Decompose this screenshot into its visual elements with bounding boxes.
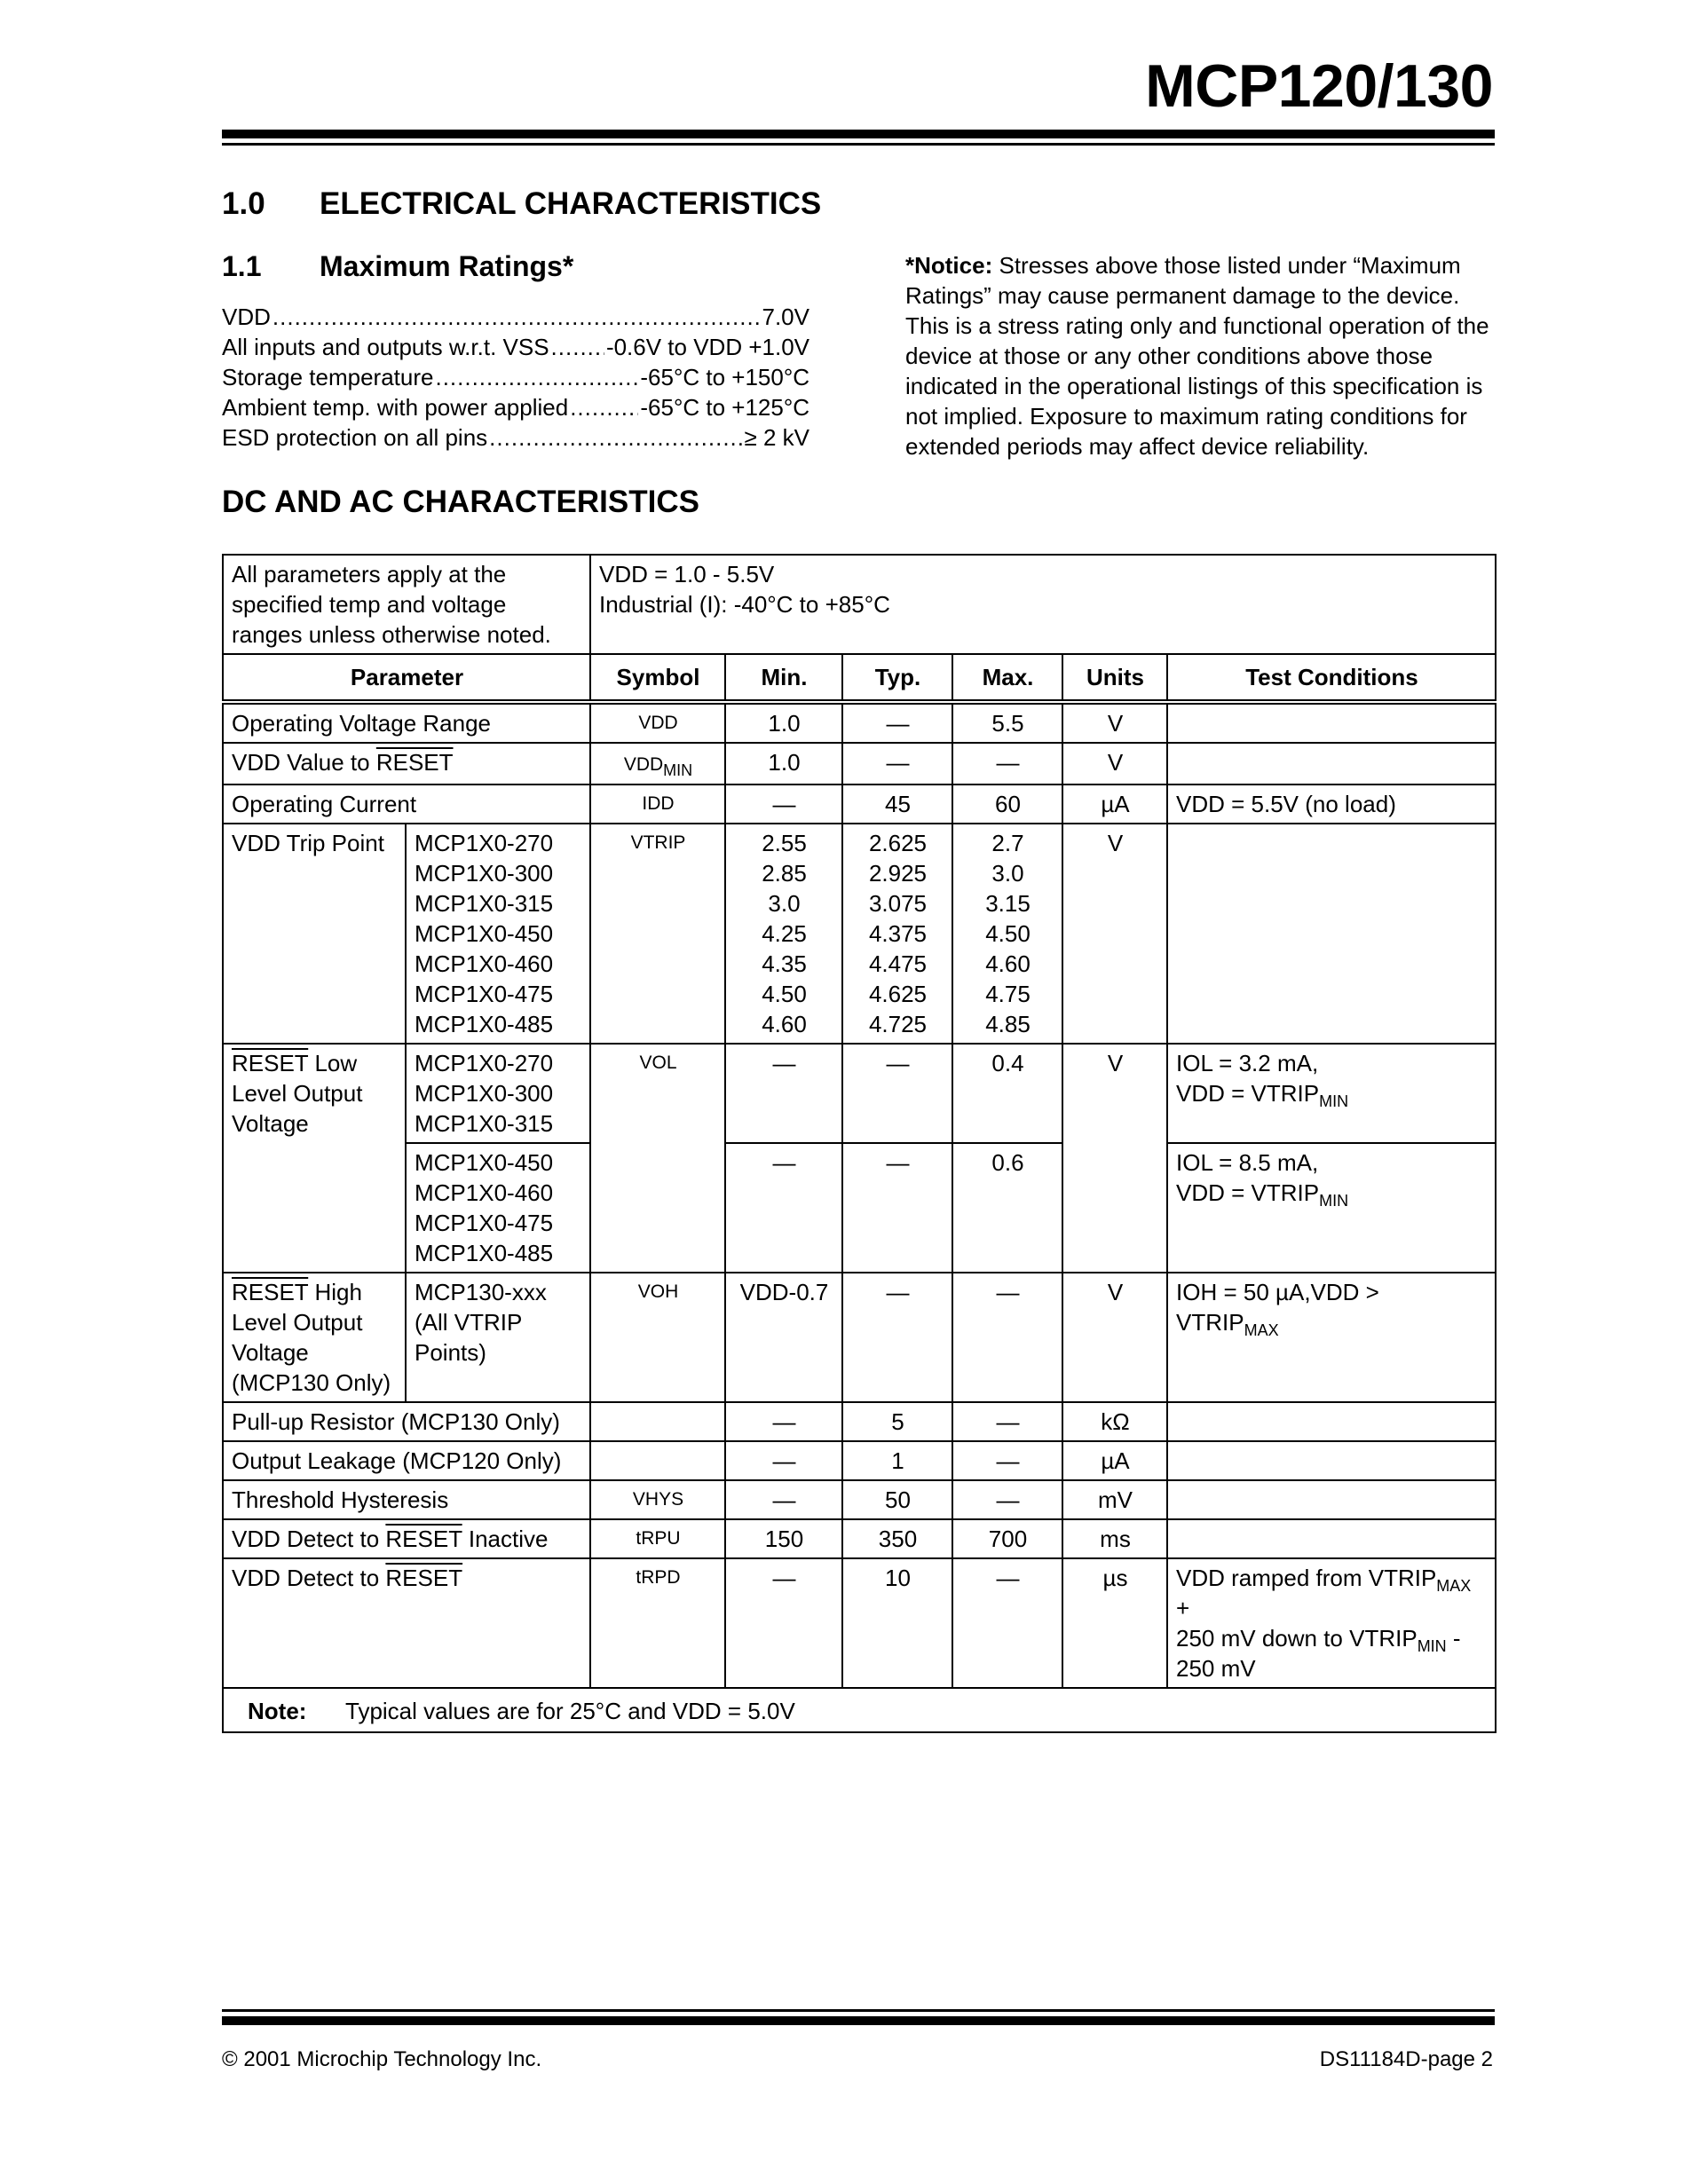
stress-notice bbox=[905, 250, 1495, 461]
section-heading-1-0 bbox=[222, 186, 821, 222]
device-list-cell bbox=[406, 1044, 590, 1143]
conditions-row bbox=[223, 555, 1496, 654]
param-cell: Output Leakage (MCP120 Only) bbox=[223, 1441, 590, 1480]
cond-line bbox=[1176, 1078, 1488, 1108]
header-rule-thick bbox=[222, 130, 1495, 138]
max-cell: 5.5 bbox=[952, 702, 1062, 743]
header-symbol: Symbol bbox=[590, 654, 725, 702]
notice-label: *Notice: bbox=[905, 252, 993, 279]
table-row bbox=[223, 824, 1496, 1044]
typ-value: 2.625 bbox=[868, 830, 928, 856]
device-list-cell bbox=[406, 1143, 590, 1273]
table-row bbox=[223, 1519, 1496, 1558]
max-cell: — bbox=[952, 1480, 1062, 1519]
cond-cell bbox=[1167, 743, 1496, 785]
param-line bbox=[232, 1277, 398, 1307]
max-cell: 60 bbox=[952, 785, 1062, 824]
units-cell: mV bbox=[1062, 1480, 1167, 1519]
param-line: Level Output bbox=[232, 1080, 363, 1107]
reset-overline-text: RESET bbox=[385, 1565, 463, 1591]
device-name: MCP1X0-315 bbox=[415, 1110, 554, 1137]
conditions-left bbox=[223, 555, 590, 654]
typ-cell: — bbox=[842, 1044, 952, 1143]
units-cell: kΩ bbox=[1062, 1402, 1167, 1441]
symbol-cell: VOH bbox=[590, 1273, 725, 1402]
param-text: High bbox=[308, 1279, 362, 1305]
typ-value: 3.075 bbox=[868, 890, 928, 917]
symbol-cell: VHYS bbox=[590, 1480, 725, 1519]
param-line: Voltage bbox=[232, 1339, 309, 1366]
symbol-cell: IDD bbox=[590, 785, 725, 824]
rating-value: -65°C to +125°C bbox=[640, 394, 809, 421]
cond-text: VDD = VTRIP bbox=[1176, 1080, 1320, 1107]
max-cell: — bbox=[952, 1558, 1062, 1688]
cond-cell bbox=[1167, 1143, 1496, 1273]
typ-cell: — bbox=[842, 1143, 952, 1273]
min-cell: — bbox=[725, 1480, 842, 1519]
min-cell: — bbox=[725, 1402, 842, 1441]
cond-line: IOL = 8.5 mA, bbox=[1176, 1149, 1319, 1176]
min-value: 2.55 bbox=[762, 830, 807, 856]
param-cell: Threshold Hysteresis bbox=[223, 1480, 590, 1519]
symbol-cell: VDD bbox=[590, 702, 725, 743]
cond-cell bbox=[1167, 1402, 1496, 1441]
device-name: (All VTRIP bbox=[415, 1309, 523, 1336]
maximum-ratings-list bbox=[222, 302, 809, 453]
header-units: Units bbox=[1062, 654, 1167, 702]
typ-value: 4.625 bbox=[868, 981, 928, 1007]
rating-value: 7.0V bbox=[762, 304, 809, 330]
subsection-number: 1.1 bbox=[222, 250, 262, 282]
device-name: MCP1X0-450 bbox=[415, 920, 554, 947]
cond-line bbox=[1176, 1178, 1488, 1208]
min-cell: — bbox=[725, 1558, 842, 1688]
symbol-cell: tRPU bbox=[590, 1519, 725, 1558]
header-rule-thin bbox=[222, 143, 1495, 146]
device-name: MCP1X0-300 bbox=[415, 1080, 554, 1107]
conditions-right-line: Industrial (I): -40°C to +85°C bbox=[599, 591, 890, 618]
dc-ac-table-wrapper bbox=[222, 554, 1497, 1733]
units-cell: µA bbox=[1062, 1441, 1167, 1480]
table-row bbox=[223, 785, 1496, 824]
max-value: 4.50 bbox=[985, 920, 1031, 947]
param-line: Level Output bbox=[232, 1309, 363, 1336]
section-heading-1-1 bbox=[222, 250, 573, 283]
min-cell: — bbox=[725, 1441, 842, 1480]
table-row bbox=[223, 1402, 1496, 1441]
document-title: MCP120/130 bbox=[1145, 52, 1493, 120]
cond-line bbox=[1176, 1563, 1488, 1623]
device-name: MCP1X0-270 bbox=[415, 830, 554, 856]
max-value: 4.75 bbox=[985, 981, 1031, 1007]
cond-subscript: MIN bbox=[1319, 1092, 1349, 1110]
typ-value: 2.925 bbox=[868, 860, 928, 887]
cond-line: IOL = 3.2 mA, bbox=[1176, 1050, 1319, 1076]
max-cell: — bbox=[952, 1441, 1062, 1480]
note-cell bbox=[223, 1688, 1496, 1732]
symbol-cell: tRPD bbox=[590, 1558, 725, 1688]
max-value: 2.7 bbox=[991, 830, 1024, 856]
cond-subscript: MAX bbox=[1244, 1321, 1279, 1339]
device-name: MCP1X0-475 bbox=[415, 1210, 554, 1236]
conditions-left-line: specified temp and voltage bbox=[232, 591, 507, 618]
conditions-right-line: VDD = 1.0 - 5.5V bbox=[599, 561, 775, 587]
cond-text: VDD = VTRIP bbox=[1176, 1179, 1320, 1206]
cond-subscript: MIN bbox=[1319, 1192, 1349, 1210]
header-min: Min. bbox=[725, 654, 842, 702]
reset-overline-text: RESET bbox=[232, 1050, 309, 1076]
max-cell: 700 bbox=[952, 1519, 1062, 1558]
symbol-cell bbox=[590, 1402, 725, 1441]
header-typ: Typ. bbox=[842, 654, 952, 702]
param-line bbox=[232, 1048, 398, 1078]
device-name: MCP1X0-270 bbox=[415, 1050, 554, 1076]
cond-text: VDD ramped from VTRIP bbox=[1176, 1565, 1437, 1591]
param-cell bbox=[223, 1273, 406, 1402]
units-cell: µA bbox=[1062, 785, 1167, 824]
note-text: Typical values are for 25°C and VDD = 5.0V bbox=[345, 1698, 795, 1724]
typ-value: 4.375 bbox=[868, 920, 928, 947]
param-cell bbox=[223, 1519, 590, 1558]
device-name: Points) bbox=[415, 1339, 486, 1366]
note-label: Note: bbox=[248, 1698, 307, 1724]
header-row bbox=[223, 654, 1496, 702]
cond-cell: VDD = 5.5V (no load) bbox=[1167, 785, 1496, 824]
rating-label: Storage temperature bbox=[222, 364, 434, 390]
table-row bbox=[223, 702, 1496, 743]
param-text: VDD Value to bbox=[232, 749, 376, 776]
min-value: 4.50 bbox=[762, 981, 807, 1007]
device-name: MCP1X0-485 bbox=[415, 1240, 554, 1266]
rating-value: -0.6V to VDD +1.0V bbox=[605, 334, 809, 360]
rating-label: Ambient temp. with power applied bbox=[222, 394, 569, 421]
rating-value: -65°C to +150°C bbox=[640, 364, 809, 390]
cond-text: - bbox=[1446, 1625, 1461, 1652]
note-row bbox=[223, 1688, 1496, 1732]
max-value: 4.60 bbox=[985, 950, 1031, 977]
min-cell: 150 bbox=[725, 1519, 842, 1558]
section-title: ELECTRICAL CHARACTERISTICS bbox=[320, 186, 822, 221]
symbol-subscript: MIN bbox=[663, 761, 693, 779]
rating-row bbox=[222, 302, 809, 332]
typ-cell: 1 bbox=[842, 1441, 952, 1480]
min-value: 4.25 bbox=[762, 920, 807, 947]
footer-rule-thick bbox=[222, 2016, 1495, 2025]
device-name: MCP1X0-450 bbox=[415, 1149, 554, 1176]
rating-label: All inputs and outputs w.r.t. VSS bbox=[222, 334, 549, 360]
conditions-left-line: ranges unless otherwise noted. bbox=[232, 621, 551, 648]
device-name: MCP1X0-315 bbox=[415, 890, 554, 917]
max-cell: — bbox=[952, 1273, 1062, 1402]
units-cell: V bbox=[1062, 1044, 1167, 1273]
symbol-cell: VTRIP bbox=[590, 824, 725, 1044]
device-name: MCP1X0-485 bbox=[415, 1011, 554, 1037]
cond-cell bbox=[1167, 1441, 1496, 1480]
param-cell: VDD Trip Point bbox=[223, 824, 406, 1044]
cond-cell bbox=[1167, 702, 1496, 743]
units-cell: V bbox=[1062, 824, 1167, 1044]
rating-row bbox=[222, 362, 809, 392]
max-value: 3.0 bbox=[991, 860, 1024, 887]
device-list-cell bbox=[406, 824, 590, 1044]
dc-ac-characteristics-table bbox=[222, 554, 1497, 1733]
param-text: Inactive bbox=[462, 1526, 549, 1552]
min-cell: VDD-0.7 bbox=[725, 1273, 842, 1402]
device-name: MCP1X0-460 bbox=[415, 950, 554, 977]
min-value: 3.0 bbox=[768, 890, 801, 917]
symbol-cell bbox=[590, 743, 725, 785]
typ-cell: 5 bbox=[842, 1402, 952, 1441]
cond-line bbox=[1176, 1623, 1488, 1653]
rating-row bbox=[222, 332, 809, 362]
units-cell: µs bbox=[1062, 1558, 1167, 1688]
param-text: Low bbox=[308, 1050, 358, 1076]
footer-page-number: DS11184D-page 2 bbox=[1319, 2047, 1493, 2071]
cond-line: 250 mV bbox=[1176, 1655, 1256, 1682]
table-row bbox=[223, 1044, 1496, 1143]
device-name: MCP1X0-460 bbox=[415, 1179, 554, 1206]
typ-cell: 50 bbox=[842, 1480, 952, 1519]
cond-cell bbox=[1167, 824, 1496, 1044]
typ-cell: — bbox=[842, 702, 952, 743]
table-row bbox=[223, 1441, 1496, 1480]
max-cell: — bbox=[952, 1402, 1062, 1441]
header-max: Max. bbox=[952, 654, 1062, 702]
min-cell: — bbox=[725, 785, 842, 824]
param-text: VDD Detect to bbox=[232, 1565, 386, 1591]
param-cell: Operating Voltage Range bbox=[223, 702, 590, 743]
cond-text: + bbox=[1176, 1595, 1190, 1621]
rating-row bbox=[222, 422, 809, 453]
param-cell bbox=[223, 1044, 406, 1273]
units-cell: V bbox=[1062, 702, 1167, 743]
param-text: VDD Detect to bbox=[232, 1526, 386, 1552]
param-cell: Pull-up Resistor (MCP130 Only) bbox=[223, 1402, 590, 1441]
cond-subscript: MAX bbox=[1436, 1577, 1472, 1595]
notice-text: Stresses above those listed under “Maximum Ratings” may cause permanent damage to the device. This is a stress rating only and functional operation of the device at those or any other conditions above those indicated in the operational listings of this specification is not implied. Exposure to maximum rating conditions for extended periods may affect device reliability. bbox=[905, 252, 1489, 460]
symbol-cell bbox=[590, 1441, 725, 1480]
min-value: 4.60 bbox=[762, 1011, 807, 1037]
max-value: 3.15 bbox=[985, 890, 1031, 917]
max-cell: 0.6 bbox=[952, 1143, 1062, 1273]
min-value: 4.35 bbox=[762, 950, 807, 977]
param-cell: Operating Current bbox=[223, 785, 590, 824]
footer-copyright: © 2001 Microchip Technology Inc. bbox=[222, 2047, 542, 2071]
device-name: MCP1X0-300 bbox=[415, 860, 554, 887]
units-cell: ms bbox=[1062, 1519, 1167, 1558]
typ-cell: 350 bbox=[842, 1519, 952, 1558]
min-cell: — bbox=[725, 1044, 842, 1143]
min-cell: 1.0 bbox=[725, 702, 842, 743]
units-cell: V bbox=[1062, 1273, 1167, 1402]
table-row bbox=[223, 1273, 1496, 1402]
min-cell bbox=[725, 824, 842, 1044]
rating-label: VDD bbox=[222, 304, 271, 330]
reset-overline-text: RESET bbox=[375, 749, 454, 776]
table-row bbox=[223, 1558, 1496, 1688]
typ-cell: — bbox=[842, 743, 952, 785]
rating-label: ESD protection on all pins bbox=[222, 424, 488, 451]
max-value: 4.85 bbox=[985, 1011, 1031, 1037]
table-row bbox=[223, 1143, 1496, 1273]
device-name: MCP130-xxx bbox=[415, 1279, 547, 1305]
cond-cell bbox=[1167, 1558, 1496, 1688]
table-row bbox=[223, 1480, 1496, 1519]
typ-cell bbox=[842, 824, 952, 1044]
reset-overline-text: RESET bbox=[232, 1279, 309, 1305]
cond-cell bbox=[1167, 1519, 1496, 1558]
rating-value: ≥ 2 kV bbox=[744, 424, 809, 451]
typ-cell: 10 bbox=[842, 1558, 952, 1688]
max-cell bbox=[952, 824, 1062, 1044]
param-cell bbox=[223, 743, 590, 785]
dc-ac-title: DC AND AC CHARACTERISTICS bbox=[222, 485, 699, 519]
section-number: 1.0 bbox=[222, 186, 265, 221]
typ-value: 4.725 bbox=[868, 1011, 928, 1037]
cond-cell bbox=[1167, 1044, 1496, 1143]
header-test-conditions: Test Conditions bbox=[1167, 654, 1496, 702]
units-cell: V bbox=[1062, 743, 1167, 785]
cond-text: 250 mV down to VTRIP bbox=[1176, 1625, 1418, 1652]
param-cell bbox=[223, 1558, 590, 1688]
symbol-text: VDD bbox=[623, 754, 664, 775]
min-cell: — bbox=[725, 1143, 842, 1273]
cond-text: IOH = 50 µA,VDD > VTRIP bbox=[1176, 1279, 1379, 1336]
typ-value: 4.475 bbox=[868, 950, 928, 977]
typ-cell: — bbox=[842, 1273, 952, 1402]
reset-overline-text: RESET bbox=[385, 1526, 462, 1552]
min-value: 2.85 bbox=[762, 860, 807, 887]
param-line: Voltage bbox=[232, 1110, 309, 1137]
footer-rule-thin bbox=[222, 2009, 1495, 2012]
rating-row bbox=[222, 392, 809, 422]
param-line: (MCP130 Only) bbox=[232, 1369, 391, 1396]
header-parameter: Parameter bbox=[223, 654, 590, 702]
cond-subscript: MIN bbox=[1417, 1637, 1447, 1655]
device-name: MCP1X0-475 bbox=[415, 981, 554, 1007]
table-row bbox=[223, 743, 1496, 785]
conditions-right bbox=[590, 555, 1496, 654]
symbol-cell: VOL bbox=[590, 1044, 725, 1273]
subsection-title: Maximum Ratings* bbox=[320, 250, 574, 282]
typ-cell: 45 bbox=[842, 785, 952, 824]
cond-cell bbox=[1167, 1480, 1496, 1519]
conditions-left-line: All parameters apply at the bbox=[232, 561, 507, 587]
max-cell: — bbox=[952, 743, 1062, 785]
cond-cell bbox=[1167, 1273, 1496, 1402]
max-cell: 0.4 bbox=[952, 1044, 1062, 1143]
min-cell: 1.0 bbox=[725, 743, 842, 785]
device-list-cell bbox=[406, 1273, 590, 1402]
